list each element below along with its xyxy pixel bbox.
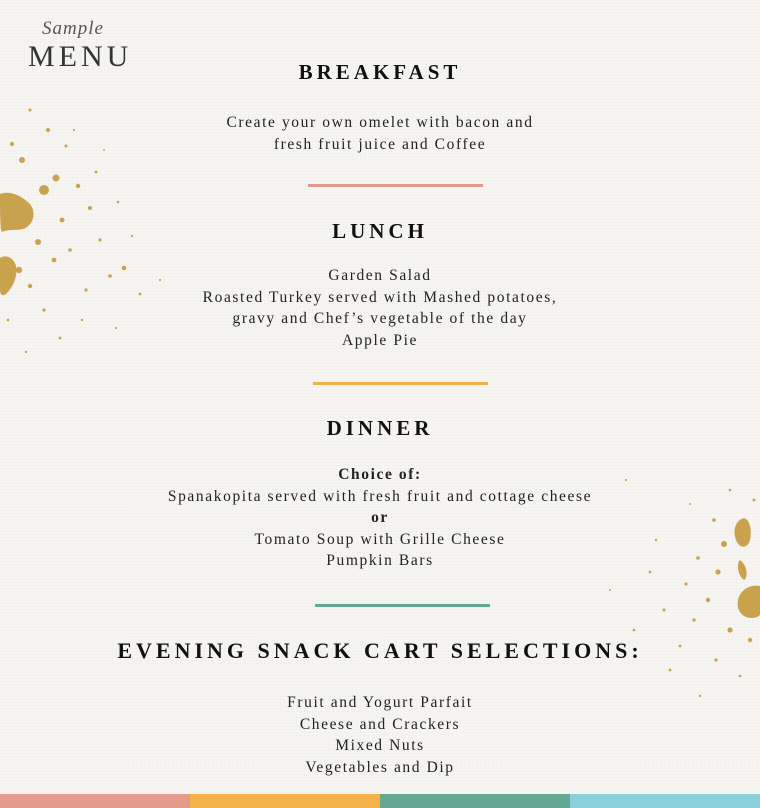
- breakfast-section: [0, 60, 760, 155]
- menu-line: Apple Pie: [342, 331, 418, 349]
- menu-line: Pumpkin Bars: [326, 552, 434, 569]
- dinner-section: [0, 416, 760, 572]
- menu-line: Vegetables and Dip: [305, 758, 455, 776]
- menu-line: Create your own omelet with bacon and: [226, 114, 534, 131]
- snack-section: [0, 638, 760, 778]
- lunch-heading: LUNCH: [332, 219, 428, 243]
- menu-line: fresh fruit juice and Coffee: [273, 135, 487, 153]
- menu-line: Roasted Turkey served with Mashed potatoes,: [202, 288, 558, 306]
- snack-items: [0, 692, 760, 778]
- snack-heading: EVENING SNACK CART SELECTIONS:: [117, 638, 643, 663]
- menu-line: Cheese and Crackers: [299, 715, 461, 733]
- teal-divider: [315, 604, 490, 607]
- menu-line: Mixed Nuts: [335, 737, 425, 754]
- orange-divider: [313, 382, 488, 385]
- menu-line: or: [371, 509, 389, 526]
- breakfast-items: [0, 112, 760, 155]
- coral-stripe: [0, 794, 190, 808]
- orange-stripe: [190, 794, 380, 808]
- logo-script-text: Sample: [42, 18, 104, 39]
- menu-line: Garden Salad: [328, 267, 432, 284]
- lunch-section: [0, 219, 760, 351]
- menu-line: Choice of:: [338, 466, 422, 483]
- menu-line: Tomato Soup with Grille Cheese: [254, 530, 506, 548]
- bottom-color-band: [0, 794, 760, 808]
- menu-line: Fruit and Yogurt Parfait: [287, 694, 473, 711]
- breakfast-heading: BREAKFAST: [298, 60, 462, 84]
- menu-line: gravy and Chef’s vegetable of the day: [232, 310, 528, 327]
- dinner-heading: DINNER: [326, 416, 434, 440]
- sky-stripe: [570, 794, 760, 808]
- dinner-items: [0, 464, 760, 572]
- lunch-items: [0, 265, 760, 351]
- menu-line: Spanakopita served with fresh fruit and cottage cheese: [167, 487, 593, 505]
- coral-divider: [308, 184, 483, 187]
- logo-main-text: MENU: [28, 40, 133, 73]
- teal-stripe: [380, 794, 570, 808]
